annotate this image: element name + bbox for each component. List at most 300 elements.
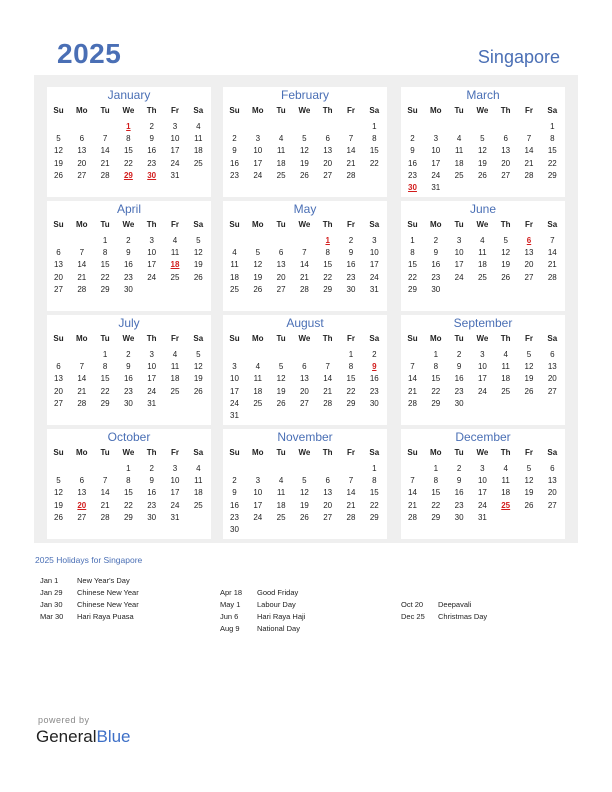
calendar-day: 15 xyxy=(431,488,441,498)
calendar-day: 6 xyxy=(503,134,508,144)
calendar-day: 20 xyxy=(276,272,286,282)
calendar-day: 26 xyxy=(54,170,63,180)
weekday-header: Fr xyxy=(525,334,533,343)
calendar-day: 31 xyxy=(147,398,157,408)
calendar-day: 28 xyxy=(77,398,87,408)
calendar-day: 24 xyxy=(253,512,263,522)
calendar-day: 23 xyxy=(123,386,133,396)
calendar-day: 27 xyxy=(524,272,534,282)
calendar-day: 25 xyxy=(193,500,203,510)
weekday-header: Su xyxy=(229,220,240,229)
brand-general: General xyxy=(36,727,97,746)
holiday-date: 20 xyxy=(77,500,87,510)
calendar-day: 18 xyxy=(501,374,511,384)
calendar-day: 8 xyxy=(372,134,377,144)
holiday-name-label: Labour Day xyxy=(257,600,296,609)
calendar-day: 14 xyxy=(408,374,417,384)
holiday-date: 1 xyxy=(325,236,330,245)
weekday-header: Fr xyxy=(525,106,533,115)
calendar-day: 6 xyxy=(302,362,307,372)
calendar-day: 27 xyxy=(501,170,511,180)
calendar-day: 16 xyxy=(454,488,464,498)
calendar-day: 10 xyxy=(253,146,263,156)
calendar-day: 17 xyxy=(147,374,157,384)
calendar-day: 24 xyxy=(147,386,157,396)
calendar-day: 15 xyxy=(408,260,417,270)
holiday-date-label: Jan 1 xyxy=(40,576,59,585)
calendar-day: 20 xyxy=(299,386,309,396)
month-name: August xyxy=(286,316,324,330)
calendar-day: 24 xyxy=(170,500,180,510)
holiday-name-label: National Day xyxy=(257,624,300,633)
calendar-day: 18 xyxy=(193,488,203,498)
weekday-header: We xyxy=(122,334,135,343)
calendar-day: 1 xyxy=(433,350,439,359)
month-name: February xyxy=(280,88,330,102)
calendar-day: 6 xyxy=(56,362,61,372)
calendar-day: 7 xyxy=(302,248,307,258)
calendar-day: 3 xyxy=(232,362,237,372)
calendar-day: 13 xyxy=(77,488,87,498)
calendar-panel xyxy=(34,75,578,543)
calendar-day: 4 xyxy=(196,464,201,473)
calendar-day: 4 xyxy=(278,476,284,486)
calendar-day: 23 xyxy=(346,272,356,282)
calendar-day: 4 xyxy=(172,350,178,359)
calendar-day: 18 xyxy=(230,272,239,282)
calendar-day: 24 xyxy=(147,272,157,282)
calendar-day: 30 xyxy=(123,284,133,294)
calendar-day: 11 xyxy=(276,488,286,498)
calendar-day: 29 xyxy=(431,512,441,522)
weekday-header: Sa xyxy=(369,334,380,343)
calendar-day: 6 xyxy=(550,464,555,473)
calendar-day: 19 xyxy=(54,158,63,168)
calendar-day: 29 xyxy=(123,512,133,522)
calendar-day: 4 xyxy=(255,362,261,372)
calendar-day: 15 xyxy=(547,146,557,156)
calendar-day: 7 xyxy=(79,362,85,372)
calendar-day: 13 xyxy=(54,374,63,384)
calendar-day: 18 xyxy=(454,158,464,168)
calendar-day: 6 xyxy=(79,134,85,144)
calendar-day: 26 xyxy=(524,500,534,510)
calendar-day: 8 xyxy=(325,248,330,258)
calendar-day: 25 xyxy=(170,272,180,282)
weekday-header: Th xyxy=(500,106,511,115)
holiday-name-label: Christmas Day xyxy=(438,612,488,621)
weekday-header: Tu xyxy=(100,106,110,115)
calendar-day: 9 xyxy=(348,248,354,258)
calendar-day: 16 xyxy=(123,260,133,270)
weekday-header: Sa xyxy=(547,448,558,457)
weekday-header: Tu xyxy=(276,334,286,343)
calendar-day: 2 xyxy=(149,464,154,473)
calendar-day: 7 xyxy=(550,236,555,245)
month-april xyxy=(47,201,211,311)
calendar-day: 5 xyxy=(302,476,307,486)
calendar-day: 31 xyxy=(477,512,487,522)
weekday-header: Sa xyxy=(193,106,204,115)
calendar-day: 15 xyxy=(323,260,333,270)
calendar-day: 22 xyxy=(100,272,110,282)
calendar-day: 16 xyxy=(369,374,379,384)
weekday-header: Tu xyxy=(454,334,464,343)
holiday-name-label: Deepavali xyxy=(438,600,472,609)
calendar-day: 7 xyxy=(348,134,354,144)
calendar-day: 10 xyxy=(170,476,180,486)
weekday-header: Su xyxy=(407,334,418,343)
holiday-date: 9 xyxy=(372,362,377,372)
calendar-day: 30 xyxy=(454,512,464,522)
weekday-header: Tu xyxy=(276,220,286,229)
weekday-header: Fr xyxy=(171,106,179,115)
calendar-day: 13 xyxy=(54,260,63,270)
weekday-header: Fr xyxy=(347,448,355,457)
calendar-day: 1 xyxy=(550,122,555,131)
calendar-day: 19 xyxy=(253,272,263,282)
calendar-day: 23 xyxy=(147,500,157,510)
calendar-day: 25 xyxy=(230,284,239,294)
calendar-day: 15 xyxy=(369,488,379,498)
calendar-day: 14 xyxy=(100,146,110,156)
calendar-day: 25 xyxy=(501,386,511,396)
calendar-day: 27 xyxy=(276,284,286,294)
calendar-day: 19 xyxy=(477,158,487,168)
calendar-day: 5 xyxy=(526,464,532,473)
calendar-day: 27 xyxy=(547,386,557,396)
holiday-date: 1 xyxy=(126,122,131,131)
calendar-day: 20 xyxy=(547,374,557,384)
calendar-day: 7 xyxy=(102,134,108,144)
calendar-day: 17 xyxy=(431,158,441,168)
calendar-day: 12 xyxy=(477,146,487,156)
month-august xyxy=(223,315,387,425)
calendar-day: 1 xyxy=(102,236,108,245)
calendar-day: 6 xyxy=(79,476,85,486)
calendar-day: 28 xyxy=(299,284,309,294)
calendar-day: 19 xyxy=(193,374,203,384)
year-title: 2025 xyxy=(57,38,122,69)
calendar-day: 2 xyxy=(456,350,462,359)
calendar-day: 25 xyxy=(454,170,464,180)
weekday-header: Sa xyxy=(369,448,380,457)
calendar-day: 13 xyxy=(547,362,557,372)
calendar-day: 18 xyxy=(477,260,487,270)
calendar-day: 11 xyxy=(253,374,262,384)
calendar-day: 13 xyxy=(501,146,511,156)
calendar-day: 17 xyxy=(147,260,157,270)
month-name: November xyxy=(277,430,333,444)
calendar-day: 14 xyxy=(346,146,356,156)
calendar-day: 22 xyxy=(408,272,417,282)
weekday-header: Mo xyxy=(252,106,264,115)
calendar-day: 4 xyxy=(503,350,508,359)
month-name: March xyxy=(466,88,500,102)
weekday-header: Su xyxy=(407,220,418,229)
calendar-day: 6 xyxy=(325,134,330,144)
calendar-day: 3 xyxy=(172,122,178,131)
calendar-day: 18 xyxy=(170,374,180,384)
calendar-day: 8 xyxy=(126,134,131,144)
calendar-day: 22 xyxy=(323,272,333,282)
weekday-header: Fr xyxy=(171,334,179,343)
calendar-day: 5 xyxy=(196,236,201,245)
holiday-date-label: Dec 25 xyxy=(401,612,425,621)
calendar-day: 7 xyxy=(526,134,532,144)
calendar-day: 14 xyxy=(77,260,87,270)
month-name: May xyxy=(293,202,317,216)
calendar-day: 2 xyxy=(456,464,462,473)
month-may xyxy=(223,201,387,311)
calendar-day: 31 xyxy=(431,183,441,192)
calendar-day: 21 xyxy=(524,158,534,168)
calendar-day: 2 xyxy=(433,236,439,245)
weekday-header: Fr xyxy=(525,448,533,457)
calendar-day: 13 xyxy=(276,260,286,270)
calendar-day: 4 xyxy=(196,122,201,131)
calendar-day: 3 xyxy=(255,476,261,486)
calendar-day: 2 xyxy=(372,350,377,359)
weekday-header: We xyxy=(476,448,489,457)
calendar-day: 21 xyxy=(100,158,110,168)
holiday-date: 30 xyxy=(147,170,157,180)
weekday-header: Su xyxy=(407,448,418,457)
calendar-day: 24 xyxy=(369,272,379,282)
calendar-day: 27 xyxy=(77,512,87,522)
calendar-day: 30 xyxy=(369,398,379,408)
month-october xyxy=(47,429,211,539)
calendar-day: 22 xyxy=(431,386,441,396)
calendar-day: 8 xyxy=(372,476,377,486)
calendar-day: 5 xyxy=(302,134,307,144)
calendar-day: 12 xyxy=(524,476,534,486)
calendar-day: 16 xyxy=(123,374,133,384)
calendar-day: 18 xyxy=(253,386,263,396)
weekday-header: Th xyxy=(322,334,333,343)
calendar-day: 2 xyxy=(348,236,354,245)
weekday-header: We xyxy=(298,220,311,229)
month-november xyxy=(223,429,387,539)
calendar-day: 11 xyxy=(194,476,203,486)
holiday-name-label: Hari Raya Puasa xyxy=(77,612,134,621)
calendar-day: 26 xyxy=(477,170,487,180)
calendar-day: 23 xyxy=(408,170,417,180)
holiday-date: 29 xyxy=(123,170,133,180)
calendar-day: 24 xyxy=(477,500,487,510)
calendar-day: 11 xyxy=(194,134,203,144)
calendar-day: 2 xyxy=(126,350,131,359)
weekday-header: Su xyxy=(53,220,64,229)
calendar-day: 31 xyxy=(369,284,379,294)
calendar-day: 26 xyxy=(193,272,203,282)
calendar-day: 21 xyxy=(346,158,356,168)
month-name: January xyxy=(107,88,151,102)
weekday-header: Tu xyxy=(100,220,110,229)
calendar-day: 23 xyxy=(123,272,133,282)
calendar-day: 10 xyxy=(230,374,239,384)
calendar-day: 22 xyxy=(369,158,379,168)
calendar-day: 28 xyxy=(323,398,333,408)
calendar-day: 13 xyxy=(77,146,87,156)
calendar-day: 4 xyxy=(503,464,508,473)
calendar-day: 13 xyxy=(547,476,557,486)
month-february xyxy=(223,87,387,197)
holiday-name-label: Hari Raya Haji xyxy=(257,612,306,621)
calendar-day: 27 xyxy=(299,398,309,408)
weekday-header: Th xyxy=(500,334,511,343)
calendar-day: 17 xyxy=(170,146,180,156)
weekday-header: Fr xyxy=(347,106,355,115)
weekday-header: Su xyxy=(229,106,240,115)
calendar-day: 21 xyxy=(299,272,309,282)
weekday-header: Fr xyxy=(171,448,179,457)
weekday-header: Th xyxy=(322,448,333,457)
calendar-day: 17 xyxy=(477,374,487,384)
calendar-day: 11 xyxy=(170,362,180,372)
calendar-day: 4 xyxy=(278,134,284,144)
holidays-title: 2025 Holidays for Singapore xyxy=(35,555,143,565)
calendar-day: 16 xyxy=(408,158,417,168)
calendar-day: 24 xyxy=(170,158,180,168)
calendar-day: 28 xyxy=(408,512,417,522)
calendar-day: 12 xyxy=(54,146,63,156)
calendar-day: 29 xyxy=(369,512,379,522)
calendar-day: 8 xyxy=(102,248,108,258)
calendar-day: 20 xyxy=(323,500,333,510)
calendar-day: 27 xyxy=(547,500,557,510)
weekday-header: Fr xyxy=(525,220,533,229)
weekday-header: Th xyxy=(146,106,157,115)
calendar-day: 27 xyxy=(323,170,333,180)
calendar-day: 9 xyxy=(232,488,237,498)
calendar-day: 4 xyxy=(480,236,485,245)
calendar-day: 5 xyxy=(526,350,532,359)
calendar-day: 20 xyxy=(501,158,511,168)
calendar-day: 14 xyxy=(323,374,333,384)
calendar-day: 26 xyxy=(253,284,263,294)
holiday-date-label: May 1 xyxy=(220,600,241,609)
weekday-header: Fr xyxy=(171,220,179,229)
weekday-header: Mo xyxy=(76,334,88,343)
calendar-day: 30 xyxy=(123,398,133,408)
calendar-day: 18 xyxy=(276,158,286,168)
calendar-day: 21 xyxy=(547,260,557,270)
calendar-day: 16 xyxy=(147,146,157,156)
calendar-day: 26 xyxy=(501,272,511,282)
weekday-header: Mo xyxy=(252,220,264,229)
holiday-date-label: Apr 18 xyxy=(220,588,243,597)
weekday-header: Th xyxy=(146,220,157,229)
weekday-header: Sa xyxy=(369,220,380,229)
calendar-day: 3 xyxy=(149,236,154,245)
calendar-day: 31 xyxy=(230,411,239,420)
weekday-header: Th xyxy=(146,448,157,457)
weekday-header: We xyxy=(476,334,489,343)
holiday-date-label: Aug 9 xyxy=(220,624,240,633)
weekday-header: Th xyxy=(500,448,511,457)
weekday-header: Fr xyxy=(347,220,355,229)
calendar-day: 12 xyxy=(193,362,203,372)
calendar-day: 7 xyxy=(348,476,354,486)
calendar-day: 5 xyxy=(255,248,261,258)
weekday-header: Su xyxy=(53,106,64,115)
calendar-day: 27 xyxy=(77,170,87,180)
calendar-day: 9 xyxy=(232,146,237,156)
calendar-day: 12 xyxy=(501,248,511,258)
holiday-name-label: Chinese New Year xyxy=(77,600,139,609)
calendar-day: 20 xyxy=(323,158,333,168)
holiday-date: 25 xyxy=(501,500,511,510)
calendar-day: 25 xyxy=(477,272,487,282)
calendar-day: 12 xyxy=(253,260,263,270)
calendar-day: 17 xyxy=(454,260,464,270)
calendar-day: 3 xyxy=(172,464,178,473)
calendar-day: 13 xyxy=(323,488,333,498)
calendar-day: 19 xyxy=(524,488,534,498)
calendar-day: 11 xyxy=(454,146,464,156)
weekday-header: Sa xyxy=(369,106,380,115)
calendar-day: 18 xyxy=(193,146,203,156)
calendar-day: 9 xyxy=(149,476,154,486)
calendar-day: 3 xyxy=(149,350,154,359)
calendar-day: 3 xyxy=(255,134,261,144)
calendar-day: 5 xyxy=(278,362,284,372)
calendar-day: 18 xyxy=(276,500,286,510)
calendar-day: 4 xyxy=(232,248,237,258)
weekday-header: Tu xyxy=(454,448,464,457)
weekday-header: Mo xyxy=(430,106,442,115)
weekday-header: Sa xyxy=(193,448,204,457)
calendar-day: 24 xyxy=(253,170,263,180)
calendar-day: 17 xyxy=(369,260,379,270)
calendar-day: 26 xyxy=(299,170,309,180)
calendar-day: 9 xyxy=(410,146,415,156)
calendar-day: 7 xyxy=(410,362,415,372)
calendar-day: 11 xyxy=(276,146,286,156)
calendar-day: 5 xyxy=(196,350,201,359)
weekday-header: Th xyxy=(322,220,333,229)
calendar-day: 3 xyxy=(372,236,377,245)
calendar-day: 30 xyxy=(230,525,239,534)
calendar-day: 1 xyxy=(410,236,415,245)
calendar-day: 2 xyxy=(232,476,237,486)
calendar-day: 9 xyxy=(456,362,462,372)
weekday-header: We xyxy=(122,448,135,457)
calendar-day: 26 xyxy=(54,512,63,522)
calendar-day: 26 xyxy=(524,386,534,396)
weekday-header: We xyxy=(476,220,489,229)
weekday-header: We xyxy=(122,106,135,115)
calendar-day: 29 xyxy=(408,284,417,294)
weekday-header: Tu xyxy=(276,448,286,457)
calendar-day: 2 xyxy=(149,122,154,131)
calendar-day: 29 xyxy=(100,398,110,408)
calendar-day: 21 xyxy=(408,386,417,396)
calendar-day: 23 xyxy=(369,386,379,396)
calendar-day: 6 xyxy=(278,248,284,258)
calendar-day: 10 xyxy=(477,362,487,372)
month-name: April xyxy=(116,202,141,216)
weekday-header: We xyxy=(122,220,135,229)
calendar-day: 22 xyxy=(100,386,110,396)
weekday-header: Su xyxy=(53,448,64,457)
calendar-day: 5 xyxy=(503,236,508,245)
month-name: June xyxy=(469,202,497,216)
weekday-header: Sa xyxy=(193,334,204,343)
holiday-date-label: Mar 30 xyxy=(40,612,64,621)
calendar-day: 16 xyxy=(431,260,441,270)
